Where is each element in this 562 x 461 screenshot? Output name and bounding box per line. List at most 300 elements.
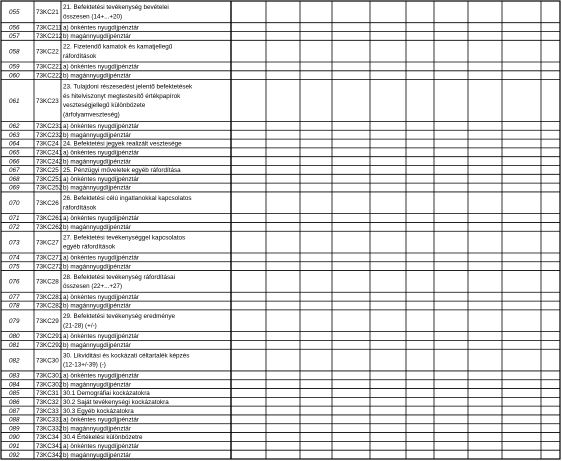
value-cell[interactable] — [267, 2, 300, 23]
value-cell[interactable] — [371, 380, 406, 388]
value-cell[interactable] — [301, 232, 332, 253]
value-cell[interactable] — [301, 451, 332, 459]
value-cell[interactable] — [371, 131, 406, 139]
value-cell[interactable] — [435, 131, 468, 139]
value-cell[interactable] — [435, 166, 468, 174]
value-cell[interactable] — [267, 166, 300, 174]
value-cell[interactable] — [435, 41, 468, 62]
value-cell[interactable] — [542, 80, 560, 121]
value-cell[interactable] — [371, 193, 406, 214]
value-cell[interactable] — [267, 302, 300, 310]
value-cell[interactable] — [333, 302, 370, 310]
value-cell[interactable] — [301, 380, 332, 388]
value-cell[interactable] — [333, 63, 370, 71]
value-cell[interactable] — [301, 2, 332, 23]
value-cell[interactable] — [469, 32, 502, 40]
value-cell[interactable] — [232, 157, 266, 165]
value-cell[interactable] — [542, 193, 560, 214]
value-cell[interactable] — [407, 41, 434, 62]
value-cell[interactable] — [435, 407, 468, 415]
value-cell[interactable] — [503, 254, 541, 262]
value-cell[interactable] — [267, 407, 300, 415]
value-cell[interactable] — [267, 148, 300, 156]
value-cell[interactable] — [301, 41, 332, 62]
value-cell[interactable] — [542, 157, 560, 165]
value-cell[interactable] — [407, 416, 434, 424]
value-cell[interactable] — [333, 380, 370, 388]
value-cell[interactable] — [542, 166, 560, 174]
value-cell[interactable] — [503, 2, 541, 23]
value-cell[interactable] — [371, 424, 406, 432]
value-cell[interactable] — [435, 232, 468, 253]
value-cell[interactable] — [232, 380, 266, 388]
value-cell[interactable] — [267, 193, 300, 214]
value-cell[interactable] — [435, 302, 468, 310]
value-cell[interactable] — [333, 148, 370, 156]
value-cell[interactable] — [301, 122, 332, 130]
value-cell[interactable] — [469, 157, 502, 165]
value-cell[interactable] — [333, 442, 370, 450]
value-cell[interactable] — [301, 433, 332, 441]
value-cell[interactable] — [267, 442, 300, 450]
value-cell[interactable] — [503, 407, 541, 415]
value-cell[interactable] — [371, 148, 406, 156]
value-cell[interactable] — [435, 341, 468, 349]
value-cell[interactable] — [407, 166, 434, 174]
value-cell[interactable] — [301, 157, 332, 165]
value-cell[interactable] — [371, 389, 406, 397]
value-cell[interactable] — [232, 214, 266, 222]
value-cell[interactable] — [469, 122, 502, 130]
value-cell[interactable] — [333, 389, 370, 397]
value-cell[interactable] — [542, 175, 560, 183]
value-cell[interactable] — [333, 451, 370, 459]
value-cell[interactable] — [503, 71, 541, 79]
value-cell[interactable] — [435, 416, 468, 424]
value-cell[interactable] — [232, 2, 266, 23]
value-cell[interactable] — [503, 389, 541, 397]
value-cell[interactable] — [435, 271, 468, 292]
value-cell[interactable] — [503, 232, 541, 253]
value-cell[interactable] — [301, 254, 332, 262]
value-cell[interactable] — [301, 131, 332, 139]
value-cell[interactable] — [267, 23, 300, 31]
value-cell[interactable] — [435, 122, 468, 130]
value-cell[interactable] — [503, 140, 541, 148]
value-cell[interactable] — [333, 157, 370, 165]
value-cell[interactable] — [435, 157, 468, 165]
value-cell[interactable] — [267, 433, 300, 441]
value-cell[interactable] — [371, 302, 406, 310]
value-cell[interactable] — [371, 310, 406, 331]
value-cell[interactable] — [469, 140, 502, 148]
value-cell[interactable] — [542, 71, 560, 79]
value-cell[interactable] — [232, 302, 266, 310]
value-cell[interactable] — [267, 398, 300, 406]
value-cell[interactable] — [232, 332, 266, 340]
value-cell[interactable] — [407, 302, 434, 310]
value-cell[interactable] — [267, 451, 300, 459]
value-cell[interactable] — [469, 341, 502, 349]
value-cell[interactable] — [301, 350, 332, 371]
value-cell[interactable] — [371, 416, 406, 424]
value-cell[interactable] — [469, 350, 502, 371]
value-cell[interactable] — [542, 232, 560, 253]
value-cell[interactable] — [407, 380, 434, 388]
value-cell[interactable] — [333, 122, 370, 130]
value-cell[interactable] — [407, 148, 434, 156]
value-cell[interactable] — [407, 223, 434, 231]
value-cell[interactable] — [435, 389, 468, 397]
value-cell[interactable] — [232, 341, 266, 349]
value-cell[interactable] — [333, 416, 370, 424]
value-cell[interactable] — [542, 416, 560, 424]
value-cell[interactable] — [301, 63, 332, 71]
value-cell[interactable] — [333, 254, 370, 262]
value-cell[interactable] — [469, 175, 502, 183]
value-cell[interactable] — [301, 184, 332, 192]
value-cell[interactable] — [503, 380, 541, 388]
value-cell[interactable] — [469, 214, 502, 222]
value-cell[interactable] — [407, 175, 434, 183]
value-cell[interactable] — [333, 184, 370, 192]
value-cell[interactable] — [232, 80, 266, 121]
value-cell[interactable] — [333, 424, 370, 432]
value-cell[interactable] — [371, 341, 406, 349]
value-cell[interactable] — [371, 398, 406, 406]
value-cell[interactable] — [333, 175, 370, 183]
value-cell[interactable] — [542, 389, 560, 397]
value-cell[interactable] — [333, 166, 370, 174]
value-cell[interactable] — [435, 332, 468, 340]
value-cell[interactable] — [469, 442, 502, 450]
value-cell[interactable] — [435, 380, 468, 388]
value-cell[interactable] — [407, 214, 434, 222]
value-cell[interactable] — [469, 424, 502, 432]
value-cell[interactable] — [371, 262, 406, 270]
value-cell[interactable] — [407, 372, 434, 380]
value-cell[interactable] — [503, 442, 541, 450]
value-cell[interactable] — [407, 407, 434, 415]
value-cell[interactable] — [407, 424, 434, 432]
value-cell[interactable] — [469, 380, 502, 388]
value-cell[interactable] — [435, 398, 468, 406]
value-cell[interactable] — [469, 407, 502, 415]
value-cell[interactable] — [542, 332, 560, 340]
value-cell[interactable] — [267, 310, 300, 331]
value-cell[interactable] — [232, 166, 266, 174]
value-cell[interactable] — [371, 214, 406, 222]
value-cell[interactable] — [542, 23, 560, 31]
value-cell[interactable] — [333, 131, 370, 139]
value-cell[interactable] — [371, 350, 406, 371]
value-cell[interactable] — [542, 2, 560, 23]
value-cell[interactable] — [267, 122, 300, 130]
value-cell[interactable] — [371, 41, 406, 62]
value-cell[interactable] — [333, 372, 370, 380]
value-cell[interactable] — [232, 372, 266, 380]
value-cell[interactable] — [232, 41, 266, 62]
value-cell[interactable] — [301, 372, 332, 380]
value-cell[interactable] — [267, 232, 300, 253]
value-cell[interactable] — [469, 310, 502, 331]
value-cell[interactable] — [333, 293, 370, 301]
value-cell[interactable] — [232, 193, 266, 214]
value-cell[interactable] — [232, 32, 266, 40]
value-cell[interactable] — [333, 214, 370, 222]
value-cell[interactable] — [267, 416, 300, 424]
value-cell[interactable] — [435, 63, 468, 71]
value-cell[interactable] — [469, 389, 502, 397]
value-cell[interactable] — [267, 80, 300, 121]
value-cell[interactable] — [301, 148, 332, 156]
value-cell[interactable] — [542, 380, 560, 388]
value-cell[interactable] — [267, 271, 300, 292]
value-cell[interactable] — [542, 310, 560, 331]
value-cell[interactable] — [503, 41, 541, 62]
value-cell[interactable] — [542, 254, 560, 262]
value-cell[interactable] — [469, 80, 502, 121]
value-cell[interactable] — [267, 175, 300, 183]
value-cell[interactable] — [469, 193, 502, 214]
value-cell[interactable] — [503, 175, 541, 183]
value-cell[interactable] — [407, 71, 434, 79]
value-cell[interactable] — [542, 148, 560, 156]
value-cell[interactable] — [267, 157, 300, 165]
value-cell[interactable] — [301, 71, 332, 79]
value-cell[interactable] — [267, 293, 300, 301]
value-cell[interactable] — [333, 407, 370, 415]
value-cell[interactable] — [407, 389, 434, 397]
value-cell[interactable] — [301, 416, 332, 424]
value-cell[interactable] — [469, 223, 502, 231]
value-cell[interactable] — [542, 122, 560, 130]
value-cell[interactable] — [503, 80, 541, 121]
value-cell[interactable] — [542, 302, 560, 310]
value-cell[interactable] — [435, 71, 468, 79]
value-cell[interactable] — [435, 262, 468, 270]
value-cell[interactable] — [435, 442, 468, 450]
value-cell[interactable] — [503, 350, 541, 371]
value-cell[interactable] — [469, 433, 502, 441]
value-cell[interactable] — [407, 332, 434, 340]
value-cell[interactable] — [503, 398, 541, 406]
value-cell[interactable] — [435, 214, 468, 222]
value-cell[interactable] — [435, 140, 468, 148]
value-cell[interactable] — [371, 80, 406, 121]
value-cell[interactable] — [469, 262, 502, 270]
value-cell[interactable] — [542, 32, 560, 40]
value-cell[interactable] — [469, 71, 502, 79]
value-cell[interactable] — [333, 23, 370, 31]
value-cell[interactable] — [469, 2, 502, 23]
value-cell[interactable] — [542, 223, 560, 231]
value-cell[interactable] — [542, 424, 560, 432]
value-cell[interactable] — [503, 424, 541, 432]
value-cell[interactable] — [267, 223, 300, 231]
value-cell[interactable] — [232, 262, 266, 270]
value-cell[interactable] — [371, 271, 406, 292]
value-cell[interactable] — [407, 193, 434, 214]
value-cell[interactable] — [267, 32, 300, 40]
value-cell[interactable] — [469, 451, 502, 459]
value-cell[interactable] — [469, 398, 502, 406]
value-cell[interactable] — [333, 262, 370, 270]
value-cell[interactable] — [232, 416, 266, 424]
value-cell[interactable] — [469, 41, 502, 62]
value-cell[interactable] — [333, 398, 370, 406]
value-cell[interactable] — [371, 451, 406, 459]
value-cell[interactable] — [435, 32, 468, 40]
value-cell[interactable] — [232, 232, 266, 253]
value-cell[interactable] — [371, 442, 406, 450]
value-cell[interactable] — [333, 271, 370, 292]
value-cell[interactable] — [267, 184, 300, 192]
value-cell[interactable] — [333, 223, 370, 231]
value-cell[interactable] — [435, 451, 468, 459]
value-cell[interactable] — [232, 442, 266, 450]
value-cell[interactable] — [301, 302, 332, 310]
value-cell[interactable] — [469, 63, 502, 71]
value-cell[interactable] — [503, 223, 541, 231]
value-cell[interactable] — [301, 293, 332, 301]
value-cell[interactable] — [267, 262, 300, 270]
value-cell[interactable] — [435, 223, 468, 231]
value-cell[interactable] — [301, 398, 332, 406]
value-cell[interactable] — [435, 175, 468, 183]
value-cell[interactable] — [503, 416, 541, 424]
value-cell[interactable] — [267, 424, 300, 432]
value-cell[interactable] — [232, 271, 266, 292]
value-cell[interactable] — [301, 310, 332, 331]
value-cell[interactable] — [435, 372, 468, 380]
value-cell[interactable] — [407, 254, 434, 262]
value-cell[interactable] — [542, 451, 560, 459]
value-cell[interactable] — [407, 157, 434, 165]
value-cell[interactable] — [469, 293, 502, 301]
value-cell[interactable] — [469, 131, 502, 139]
value-cell[interactable] — [407, 63, 434, 71]
value-cell[interactable] — [333, 80, 370, 121]
value-cell[interactable] — [503, 214, 541, 222]
value-cell[interactable] — [503, 332, 541, 340]
value-cell[interactable] — [371, 254, 406, 262]
value-cell[interactable] — [267, 372, 300, 380]
value-cell[interactable] — [407, 232, 434, 253]
value-cell[interactable] — [371, 71, 406, 79]
value-cell[interactable] — [542, 341, 560, 349]
value-cell[interactable] — [232, 310, 266, 331]
value-cell[interactable] — [503, 341, 541, 349]
value-cell[interactable] — [232, 451, 266, 459]
value-cell[interactable] — [371, 175, 406, 183]
value-cell[interactable] — [333, 2, 370, 23]
value-cell[interactable] — [542, 271, 560, 292]
value-cell[interactable] — [371, 32, 406, 40]
value-cell[interactable] — [503, 63, 541, 71]
value-cell[interactable] — [267, 341, 300, 349]
value-cell[interactable] — [371, 232, 406, 253]
value-cell[interactable] — [435, 350, 468, 371]
value-cell[interactable] — [232, 131, 266, 139]
value-cell[interactable] — [232, 71, 266, 79]
value-cell[interactable] — [542, 350, 560, 371]
value-cell[interactable] — [407, 23, 434, 31]
value-cell[interactable] — [232, 63, 266, 71]
value-cell[interactable] — [333, 332, 370, 340]
value-cell[interactable] — [371, 23, 406, 31]
value-cell[interactable] — [407, 80, 434, 121]
value-cell[interactable] — [232, 293, 266, 301]
value-cell[interactable] — [469, 372, 502, 380]
value-cell[interactable] — [503, 262, 541, 270]
value-cell[interactable] — [301, 223, 332, 231]
value-cell[interactable] — [542, 184, 560, 192]
value-cell[interactable] — [301, 332, 332, 340]
value-cell[interactable] — [435, 310, 468, 331]
value-cell[interactable] — [435, 148, 468, 156]
value-cell[interactable] — [435, 184, 468, 192]
value-cell[interactable] — [232, 254, 266, 262]
value-cell[interactable] — [542, 262, 560, 270]
value-cell[interactable] — [542, 442, 560, 450]
value-cell[interactable] — [407, 433, 434, 441]
value-cell[interactable] — [371, 157, 406, 165]
value-cell[interactable] — [333, 140, 370, 148]
value-cell[interactable] — [407, 131, 434, 139]
value-cell[interactable] — [407, 262, 434, 270]
value-cell[interactable] — [267, 140, 300, 148]
value-cell[interactable] — [503, 293, 541, 301]
value-cell[interactable] — [371, 122, 406, 130]
value-cell[interactable] — [301, 140, 332, 148]
value-cell[interactable] — [232, 389, 266, 397]
value-cell[interactable] — [333, 310, 370, 331]
value-cell[interactable] — [301, 175, 332, 183]
value-cell[interactable] — [301, 80, 332, 121]
value-cell[interactable] — [407, 271, 434, 292]
value-cell[interactable] — [371, 223, 406, 231]
value-cell[interactable] — [333, 32, 370, 40]
value-cell[interactable] — [435, 293, 468, 301]
value-cell[interactable] — [503, 148, 541, 156]
value-cell[interactable] — [333, 193, 370, 214]
value-cell[interactable] — [542, 407, 560, 415]
value-cell[interactable] — [232, 424, 266, 432]
value-cell[interactable] — [407, 293, 434, 301]
value-cell[interactable] — [503, 131, 541, 139]
value-cell[interactable] — [301, 389, 332, 397]
value-cell[interactable] — [407, 140, 434, 148]
value-cell[interactable] — [267, 380, 300, 388]
value-cell[interactable] — [542, 398, 560, 406]
value-cell[interactable] — [469, 416, 502, 424]
value-cell[interactable] — [371, 407, 406, 415]
value-cell[interactable] — [435, 424, 468, 432]
value-cell[interactable] — [333, 71, 370, 79]
value-cell[interactable] — [371, 372, 406, 380]
value-cell[interactable] — [371, 2, 406, 23]
value-cell[interactable] — [232, 122, 266, 130]
value-cell[interactable] — [407, 310, 434, 331]
value-cell[interactable] — [469, 166, 502, 174]
value-cell[interactable] — [503, 451, 541, 459]
value-cell[interactable] — [469, 332, 502, 340]
value-cell[interactable] — [503, 122, 541, 130]
value-cell[interactable] — [503, 302, 541, 310]
value-cell[interactable] — [435, 433, 468, 441]
value-cell[interactable] — [267, 63, 300, 71]
